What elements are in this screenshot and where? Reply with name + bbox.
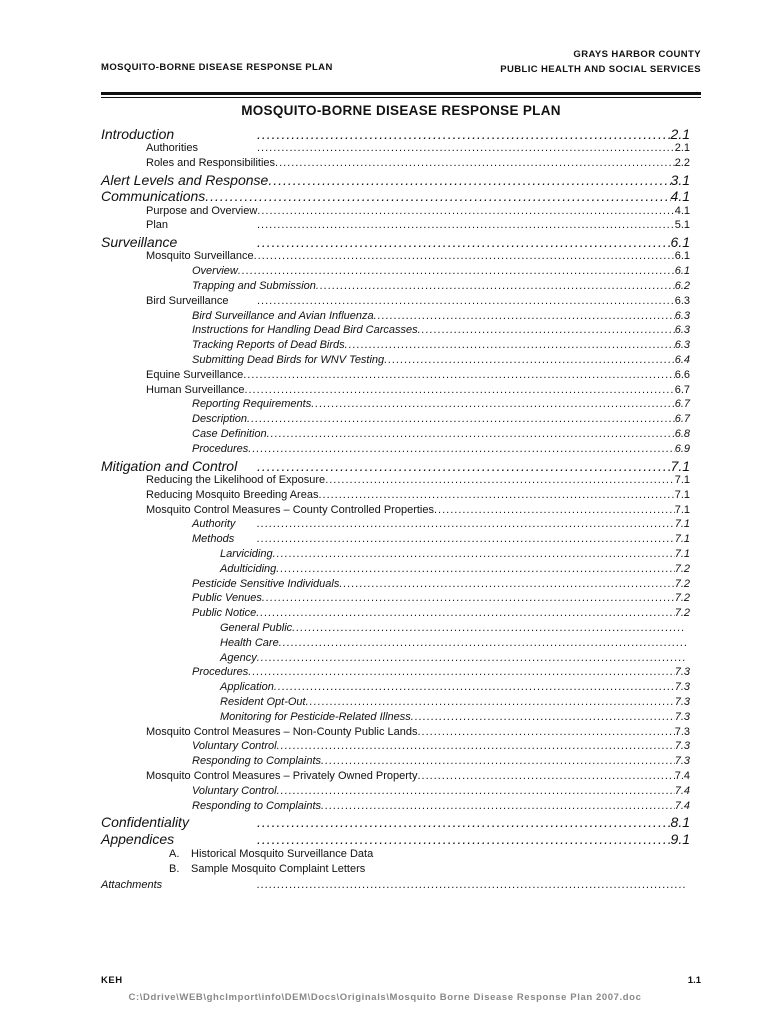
toc-entry xyxy=(192,607,690,620)
toc-entry xyxy=(192,518,690,531)
toc-entry xyxy=(220,696,690,709)
footer-page-number: 1.1 xyxy=(687,975,701,986)
toc-dot-leader xyxy=(279,637,686,650)
toc-page-number: 7.1 xyxy=(674,533,690,546)
toc-entry-label: Alert Levels and Response xyxy=(101,171,269,188)
toc-page-number: 7.2 xyxy=(674,592,690,605)
toc-dot-leader xyxy=(411,711,675,724)
toc-page-number: 7.1 xyxy=(674,488,690,501)
toc-entry-label: Bird Surveillance xyxy=(146,294,229,307)
toc-entry-label: Submitting Dead Birds for WNV Testing xyxy=(192,354,385,366)
toc-page-number: 6.2 xyxy=(674,280,690,292)
toc-page-number: 7.1 xyxy=(674,473,690,486)
toc-page-number: 6.1 xyxy=(670,234,690,251)
toc-entry-label: Confidentiality xyxy=(101,814,189,831)
header-department: PUBLIC HEALTH AND SOCIAL SERVICES xyxy=(500,64,701,75)
toc-section-entry xyxy=(101,126,690,142)
toc-entry xyxy=(192,310,690,323)
header-rule-thin xyxy=(101,97,701,98)
toc-dot-leader xyxy=(321,800,675,813)
toc-entry-label: Resident Opt-Out xyxy=(220,695,306,708)
toc-entry xyxy=(192,533,690,546)
toc-entry-label: Pesticide Sensitive Individuals xyxy=(192,577,340,590)
toc-entry-label: Voluntary Control xyxy=(192,784,277,797)
toc-entry xyxy=(146,157,690,170)
toc-dot-leader xyxy=(268,172,670,188)
toc-entry xyxy=(146,369,690,382)
toc-dot-leader xyxy=(321,755,675,768)
toc-entry-label: Responding to Complaints xyxy=(192,755,322,768)
toc-entry xyxy=(146,726,690,739)
toc-entry-label: Application xyxy=(220,681,274,694)
toc-page-number: 6.1 xyxy=(674,250,690,263)
toc-page-number: 6.4 xyxy=(674,354,690,366)
toc-page-number: 7.3 xyxy=(674,710,690,723)
toc-entry-label: Larviciding xyxy=(220,547,273,560)
toc-page-number: 4.1 xyxy=(674,204,690,217)
toc-page-number: 7.2 xyxy=(674,607,690,620)
toc-entry xyxy=(146,142,690,155)
toc-entry-label: Appendices xyxy=(101,830,175,847)
toc-entry-label: Monitoring for Pesticide-Related Illness xyxy=(220,710,411,723)
toc-entry xyxy=(192,280,690,293)
toc-dot-leader xyxy=(257,126,671,142)
toc-page-number: 6.3 xyxy=(674,294,690,307)
toc-dot-leader xyxy=(417,726,674,739)
toc-page-number: 7.4 xyxy=(674,799,690,812)
toc-section-entry xyxy=(101,831,690,847)
toc-dot-leader xyxy=(247,413,675,426)
toc-page-number: 6.9 xyxy=(674,442,690,455)
toc-dot-leader xyxy=(257,142,675,155)
toc-entry-label: Adulticiding xyxy=(220,562,277,575)
toc-entry xyxy=(146,250,690,263)
appendix-list-item xyxy=(169,848,373,861)
toc-entry-label: Reporting Requirements xyxy=(192,398,312,411)
toc-entry-label: Communications xyxy=(101,188,206,205)
toc-dot-leader xyxy=(275,157,675,170)
toc-entry-label: Trapping and Submission xyxy=(192,280,316,292)
toc-entry-label: Mosquito Surveillance xyxy=(146,250,254,263)
toc-dot-leader xyxy=(257,205,674,218)
toc-entry xyxy=(220,622,686,635)
toc-entry-label: Attachments xyxy=(101,878,163,891)
toc-entry xyxy=(192,413,690,426)
toc-entry xyxy=(192,428,690,441)
toc-dot-leader xyxy=(417,770,674,783)
toc-page-number: 6.1 xyxy=(674,265,690,278)
toc-entry-label: Tracking Reports of Dead Birds xyxy=(192,339,345,352)
toc-dot-leader xyxy=(384,354,675,367)
toc-entry xyxy=(146,489,690,502)
toc-entry-label: Public Venues xyxy=(192,592,262,605)
header-agency xyxy=(500,47,701,77)
toc-page-number: 7.3 xyxy=(674,740,690,753)
toc-entry-label: Human Surveillance xyxy=(146,383,245,396)
toc-dot-leader xyxy=(257,814,671,830)
toc-dot-leader xyxy=(267,428,675,441)
toc-page-number: 7.3 xyxy=(674,755,690,768)
toc-page-number: 7.1 xyxy=(674,503,690,516)
toc-page-number: 8.1 xyxy=(670,814,690,831)
appendix-text: Sample Mosquito Complaint Letters xyxy=(191,862,366,875)
toc-entry xyxy=(192,592,690,605)
toc-entry xyxy=(192,755,690,768)
toc-page-number: 6.8 xyxy=(674,428,690,440)
toc-dot-leader xyxy=(257,518,675,531)
toc-dot-leader xyxy=(243,369,674,382)
toc-dot-leader xyxy=(254,250,675,263)
toc-entry-label: Equine Surveillance xyxy=(146,368,244,381)
toc-dot-leader xyxy=(257,879,686,892)
toc-entry xyxy=(192,785,690,798)
toc-entry xyxy=(192,666,690,679)
toc-entry xyxy=(220,563,690,576)
toc-attachments-entry xyxy=(101,879,686,892)
toc-entry-label: Voluntary Control xyxy=(192,740,277,753)
toc-dot-leader xyxy=(205,188,670,204)
toc-entry xyxy=(192,800,690,813)
toc-page-number: 6.3 xyxy=(674,309,690,322)
toc-entry-label: Description xyxy=(192,413,248,426)
toc-entry xyxy=(146,219,690,232)
toc-page-number: 6.3 xyxy=(674,324,690,337)
toc-dot-leader xyxy=(276,563,674,576)
toc-entry-label: Case Definition xyxy=(192,428,267,440)
toc-page-number: 7.1 xyxy=(674,547,690,560)
toc-entry xyxy=(192,324,690,337)
toc-entry-label: Mosquito Control Measures – Privately Owned Property xyxy=(146,769,418,782)
appendix-list-item xyxy=(169,863,365,876)
toc-entry-label: Surveillance xyxy=(101,234,178,251)
toc-entry-label: Purpose and Overview xyxy=(146,204,258,217)
toc-dot-leader xyxy=(345,339,675,352)
toc-dot-leader xyxy=(318,489,674,502)
toc-entry xyxy=(146,474,690,487)
toc-page-number: 7.3 xyxy=(674,666,690,679)
toc-page-number: 7.2 xyxy=(674,577,690,590)
toc-entry-label: Reducing Mosquito Breeding Areas xyxy=(146,488,319,501)
toc-entry-label: Health Care xyxy=(220,636,279,649)
document-title: MOSQUITO-BORNE DISEASE RESPONSE PLAN xyxy=(241,103,561,118)
toc-entry-label: Overview xyxy=(192,265,238,278)
footer-initials: KEH xyxy=(101,975,123,986)
toc-dot-leader xyxy=(277,785,675,798)
toc-page-number: 6.3 xyxy=(674,339,690,352)
toc-entry xyxy=(146,295,690,308)
toc-dot-leader xyxy=(277,740,675,753)
toc-page-number: 7.3 xyxy=(674,725,690,738)
toc-entry-label: Instructions for Handling Dead Bird Carcasses xyxy=(192,324,418,337)
toc-entry-label: Procedures xyxy=(192,442,249,455)
header-county: GRAYS HARBOR COUNTY xyxy=(573,49,701,60)
toc-page-number: 9.1 xyxy=(670,830,690,847)
toc-section-entry xyxy=(101,188,690,204)
toc-entry-label: Authority xyxy=(192,518,236,531)
toc-section-entry xyxy=(101,814,690,830)
toc-dot-leader xyxy=(316,280,675,293)
appendix-marker: B. xyxy=(169,862,180,875)
toc-section-entry xyxy=(101,458,690,474)
toc-entry xyxy=(146,770,690,783)
toc-dot-leader xyxy=(248,666,674,679)
toc-entry xyxy=(192,398,690,411)
toc-page-number: 3.1 xyxy=(670,171,690,188)
toc-dot-leader xyxy=(238,265,675,278)
toc-entry-label: Mitigation and Control xyxy=(101,457,238,474)
toc-entry-label: Mosquito Control Measures – Non-County Public Lands xyxy=(146,725,418,738)
toc-page-number: 6.7 xyxy=(674,413,690,426)
toc-dot-leader xyxy=(418,324,675,337)
toc-page-number: 7.3 xyxy=(674,695,690,708)
toc-entry xyxy=(220,711,690,724)
toc-dot-leader xyxy=(311,398,674,411)
toc-entry xyxy=(220,652,686,665)
toc-dot-leader xyxy=(244,384,674,397)
toc-entry-label: Roles and Responsibilities xyxy=(146,157,276,170)
toc-dot-leader xyxy=(257,652,686,665)
toc-entry xyxy=(192,740,690,753)
appendix-marker: A. xyxy=(169,847,180,860)
toc-entry-label: Methods xyxy=(192,533,235,546)
toc-dot-leader xyxy=(434,504,675,517)
toc-page-number: 7.3 xyxy=(674,681,690,694)
header-rule-thick xyxy=(101,92,701,95)
toc-entry-label: Authorities xyxy=(146,142,198,155)
toc-entry-label: General Public xyxy=(220,621,293,634)
toc-page-number: 2.1 xyxy=(670,126,690,142)
toc-page-number: 7.4 xyxy=(674,769,690,782)
toc-dot-leader xyxy=(257,295,675,308)
toc-entry xyxy=(146,205,690,218)
toc-entry xyxy=(220,681,690,694)
toc-page-number: 5.1 xyxy=(674,219,690,232)
toc-entry-label: Plan xyxy=(146,219,169,232)
toc-dot-leader xyxy=(257,234,671,250)
toc-dot-leader xyxy=(325,474,675,487)
toc-dot-leader xyxy=(256,607,675,620)
toc-entry-label: Public Notice xyxy=(192,607,257,620)
toc-page-number: 2.2 xyxy=(674,157,690,170)
toc-section-entry xyxy=(101,172,690,188)
toc-page-number: 7.2 xyxy=(674,562,690,575)
toc-entry xyxy=(192,265,690,278)
toc-dot-leader xyxy=(273,548,675,561)
toc-entry xyxy=(192,578,690,591)
toc-dot-leader xyxy=(257,458,671,474)
toc-entry xyxy=(146,504,690,517)
toc-dot-leader xyxy=(257,533,675,546)
toc-entry xyxy=(220,548,690,561)
toc-dot-leader xyxy=(292,622,686,635)
toc-entry-label: Mosquito Control Measures – County Controlled Properties xyxy=(146,503,434,516)
toc-entry xyxy=(220,637,686,650)
toc-page-number: 6.6 xyxy=(674,368,690,381)
toc-entry xyxy=(146,384,690,397)
toc-page-number: 7.1 xyxy=(674,518,690,531)
toc-dot-leader xyxy=(374,310,675,323)
toc-entry-label: Procedures xyxy=(192,666,249,679)
toc-page-number: 7.1 xyxy=(670,457,690,474)
toc-dot-leader xyxy=(257,831,671,847)
toc-page-number: 6.7 xyxy=(674,383,690,396)
toc-dot-leader xyxy=(257,219,675,232)
toc-entry-label: Bird Surveillance and Avian Influenza xyxy=(192,309,374,322)
toc-dot-leader xyxy=(306,696,675,709)
toc-page-number: 4.1 xyxy=(670,188,690,205)
toc-dot-leader xyxy=(262,592,675,605)
toc-dot-leader xyxy=(339,578,674,591)
toc-entry-label: Reducing the Likelihood of Exposure xyxy=(146,473,326,486)
toc-page-number: 6.7 xyxy=(674,398,690,411)
toc-dot-leader xyxy=(248,443,674,456)
toc-entry xyxy=(192,339,690,352)
toc-entry-label: Agency xyxy=(220,651,257,664)
header-plan-title: MOSQUITO-BORNE DISEASE RESPONSE PLAN xyxy=(101,62,333,73)
toc-entry xyxy=(192,443,690,456)
footer-file-path: C:\Ddrive\WEB\ghcImport\info\DEM\Docs\Originals\Mosquito Borne Disease Response Plan 2007.doc xyxy=(128,992,642,1003)
toc-entry-label: Introduction xyxy=(101,126,175,142)
appendix-text: Historical Mosquito Surveillance Data xyxy=(191,847,374,860)
toc-entry xyxy=(192,354,690,367)
toc-page-number: 2.1 xyxy=(674,142,690,155)
toc-dot-leader xyxy=(274,681,675,694)
toc-page-number: 7.4 xyxy=(674,784,690,797)
toc-entry-label: Responding to Complaints xyxy=(192,799,322,812)
toc-section-entry xyxy=(101,234,690,250)
